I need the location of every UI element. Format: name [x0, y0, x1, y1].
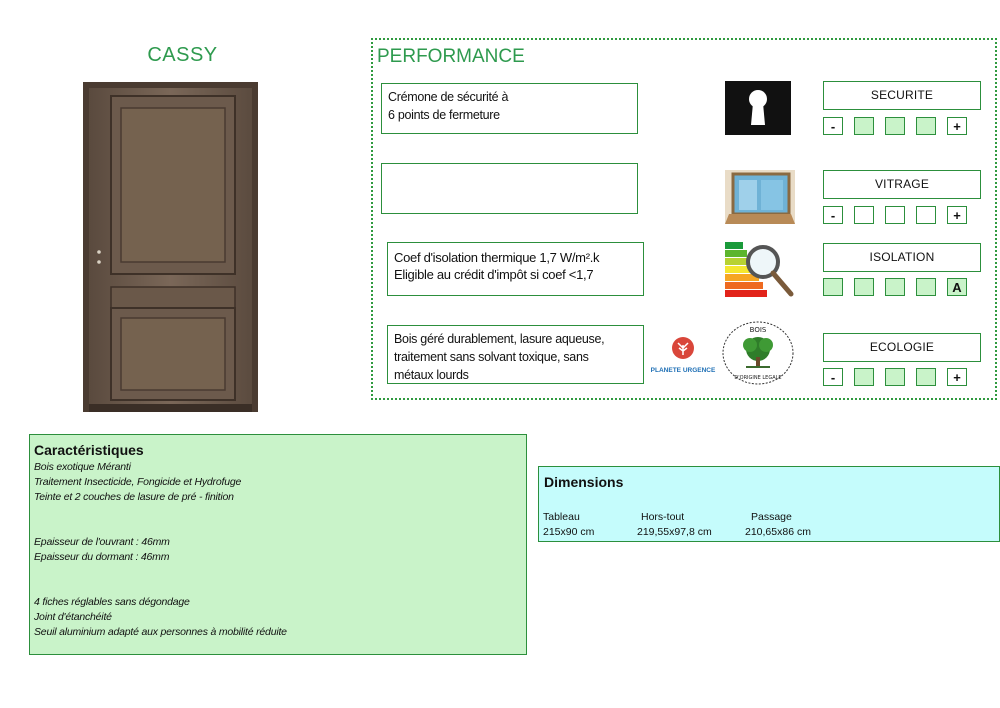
- door-image: [83, 82, 258, 412]
- rating-level-1: [823, 278, 843, 296]
- bois-label: BOIS: [749, 326, 767, 334]
- planete-urgence-logo: PLANETE URGENCE: [650, 336, 716, 380]
- rating-minus: -: [823, 117, 843, 135]
- dimension-value: 219,55x97,8 cm: [637, 526, 712, 538]
- rating-minus: -: [823, 368, 843, 386]
- vitrage-description: [381, 163, 638, 214]
- dimension-value: 210,65x86 cm: [745, 526, 811, 538]
- rating-grade: A: [947, 278, 967, 296]
- ecologie-description: Bois géré durablement, lasure aqueuse, traitement sans solvant toxique, sans métaux lourds: [387, 325, 644, 384]
- carac-line: Teinte et 2 couches de lasure de pré - finition: [34, 491, 234, 503]
- caracteristiques-title: Caractéristiques: [34, 442, 144, 458]
- planete-urgence-icon: [671, 336, 695, 360]
- rating-level-3: [916, 368, 936, 386]
- keyhole-icon: [725, 81, 791, 135]
- category-isolation: ISOLATION: [823, 243, 981, 272]
- rating-minus: -: [823, 206, 843, 224]
- rating-level-3: [916, 117, 936, 135]
- carac-line: [34, 520, 522, 535]
- dimension-header: Hors-tout: [641, 511, 685, 523]
- dimension-hors-tout: [637, 510, 712, 540]
- carac-line: Traitement Insecticide, Fongicide et Hydrofuge: [34, 476, 242, 488]
- product-title: CASSY: [147, 44, 218, 66]
- caracteristiques-panel: [29, 434, 527, 655]
- rating-plus: +: [947, 206, 967, 224]
- dimensions-panel: [538, 466, 1000, 542]
- energy-rating-icon: [725, 240, 795, 298]
- carac-line: [34, 565, 522, 580]
- isolation-description: Coef d'isolation thermique 1,7 W/m².k Eligible au crédit d'impôt si coef <1,7: [387, 242, 644, 296]
- carac-line: [34, 580, 522, 595]
- dimension-header: Tableau: [543, 511, 580, 523]
- rating-level-1: [854, 206, 874, 224]
- category-vitrage: VITRAGE: [823, 170, 981, 199]
- dimension-value: 215x90 cm: [543, 526, 595, 538]
- rating-isolation: [823, 278, 967, 296]
- rating-plus: +: [947, 368, 967, 386]
- rating-level-2: [885, 368, 905, 386]
- rating-level-2: [854, 278, 874, 296]
- rating-level-4: [916, 278, 936, 296]
- category-securite: SECURITE: [823, 81, 981, 110]
- carac-line: 4 fiches réglables sans dégondage: [34, 596, 190, 608]
- rating-vitrage: [823, 206, 967, 224]
- dimension-passage: [745, 510, 811, 540]
- securite-description: Crémone de sécurité à 6 points de fermeture: [381, 83, 638, 134]
- carac-line: Bois exotique Méranti: [34, 461, 131, 473]
- rating-level-3: [885, 278, 905, 296]
- bois-legal-logo: [720, 319, 796, 387]
- rating-plus: +: [947, 117, 967, 135]
- category-ecologie: ECOLOGIE: [823, 333, 981, 362]
- rating-level-3: [916, 206, 936, 224]
- rating-ecologie: [823, 368, 967, 386]
- rating-level-2: [885, 206, 905, 224]
- carac-line: Joint d'étanchéité: [34, 611, 112, 623]
- glazing-icon: [725, 170, 795, 224]
- rating-level-1: [854, 117, 874, 135]
- dimension-header: Passage: [751, 511, 792, 523]
- rating-level-1: [854, 368, 874, 386]
- bois-legal-sublabel: D'ORIGINE LEGALE: [734, 375, 782, 381]
- carac-line: Epaisseur du dormant : 46mm: [34, 551, 170, 563]
- carac-line: [34, 505, 522, 520]
- dimension-tableau: [543, 510, 594, 540]
- carac-line: Epaisseur de l'ouvrant : 46mm: [34, 536, 170, 548]
- rating-securite: [823, 117, 967, 135]
- carac-line: Seuil aluminium adapté aux personnes à mobilité réduite: [34, 626, 287, 638]
- rating-level-2: [885, 117, 905, 135]
- performance-title: PERFORMANCE: [377, 46, 525, 67]
- dimensions-title: Dimensions: [544, 474, 624, 490]
